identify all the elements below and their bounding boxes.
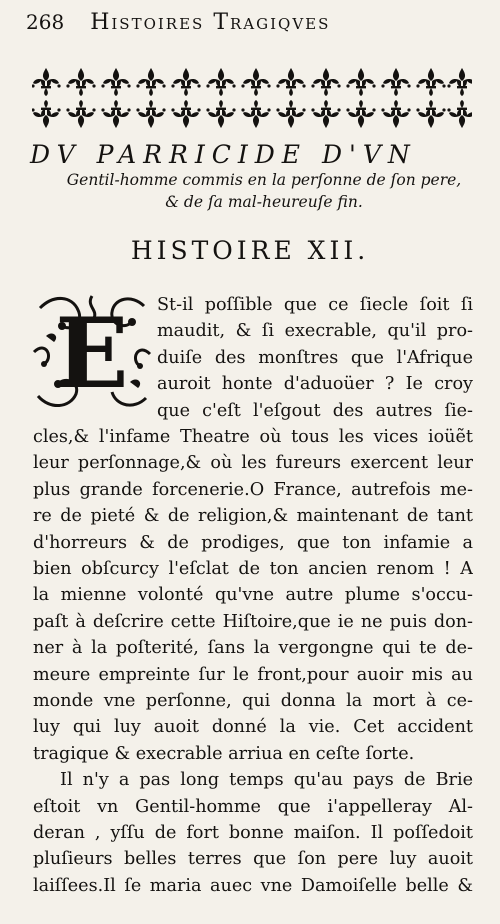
text-line: bien obſcurcy l'eſclat de ton ancien renom ! A (33, 559, 473, 579)
text-line: laiſſees.Il ſe maria auec vne Damoiſelle belle & (33, 875, 473, 896)
page-number: 268 (26, 10, 65, 34)
text-line: tragique & execrable arriua en ceſte ſorte. (33, 743, 415, 764)
story-heading: HISTOIRE XII. (130, 236, 370, 265)
text-line: auroit honte d'aduoüer ? Ie croy (157, 374, 473, 395)
chapter-subtitle-line-1: Gentil-homme commis en la perſonne de ſon pere, (66, 171, 462, 189)
text-line: eſtoit vn Gentil-homme que i'appelleray Al- (33, 796, 473, 817)
text-line: la mienne volonté qu'vne autre plume s'occu- (33, 585, 473, 606)
text-line: duiſe des monſtres que l'Afrique (157, 347, 473, 368)
chapter-title: DV PARRICIDE D'VN (30, 140, 417, 169)
fleuron-ornament-band (32, 64, 472, 132)
dropcap-letter: E (55, 297, 129, 410)
text-line: plus grande forcenerie.O France, autrefois me- (33, 479, 473, 500)
text-line: cles,& l'infame Theatre où tous les vices ioüẽt (33, 427, 473, 447)
text-line: d'horreurs & de prodiges, que ton infamie a (33, 532, 473, 553)
text-line: St-il poſſible que ce ſiecle ſoit ſi (157, 295, 473, 315)
text-line: re de pieté & de religion,& maintenant de tant (33, 506, 473, 527)
text-line: maudit, & ſi execrable, qu'il pro- (157, 321, 473, 342)
text-line: leur perſonnage,& où les fureurs exercent leur (33, 453, 473, 474)
running-title: Histoires Tragiqves (90, 10, 331, 35)
running-head (26, 10, 494, 40)
decorated-initial (32, 292, 152, 412)
text-line: Il n'y a pas long temps qu'au pays de Brie (60, 770, 473, 791)
text-line: meure empreinte ſur le front,pour auoir mis au (33, 664, 473, 685)
text-line: paſt à deſcrire cette Hiſtoire,que ie ne puis don- (33, 611, 473, 632)
text-line: monde vne perſonne, qui donna la mort à ce- (33, 691, 473, 711)
text-line: pluſieurs belles terres que ſon pere luy auoit (33, 849, 473, 870)
text-line: ner à la poſterité, ſans la vergongne qui te de- (33, 638, 473, 659)
text-line: que c'eſt l'eſgout des autres ſie- (157, 400, 473, 421)
chapter-subtitle-line-2: & de ſa mal-heureuſe fin. (165, 193, 363, 211)
text-line: luy qui luy auoit donné la vie. Cet accident (33, 717, 473, 738)
text-line: deran , yſſu de fort bonne maiſon. Il poſſedoit (33, 823, 473, 843)
